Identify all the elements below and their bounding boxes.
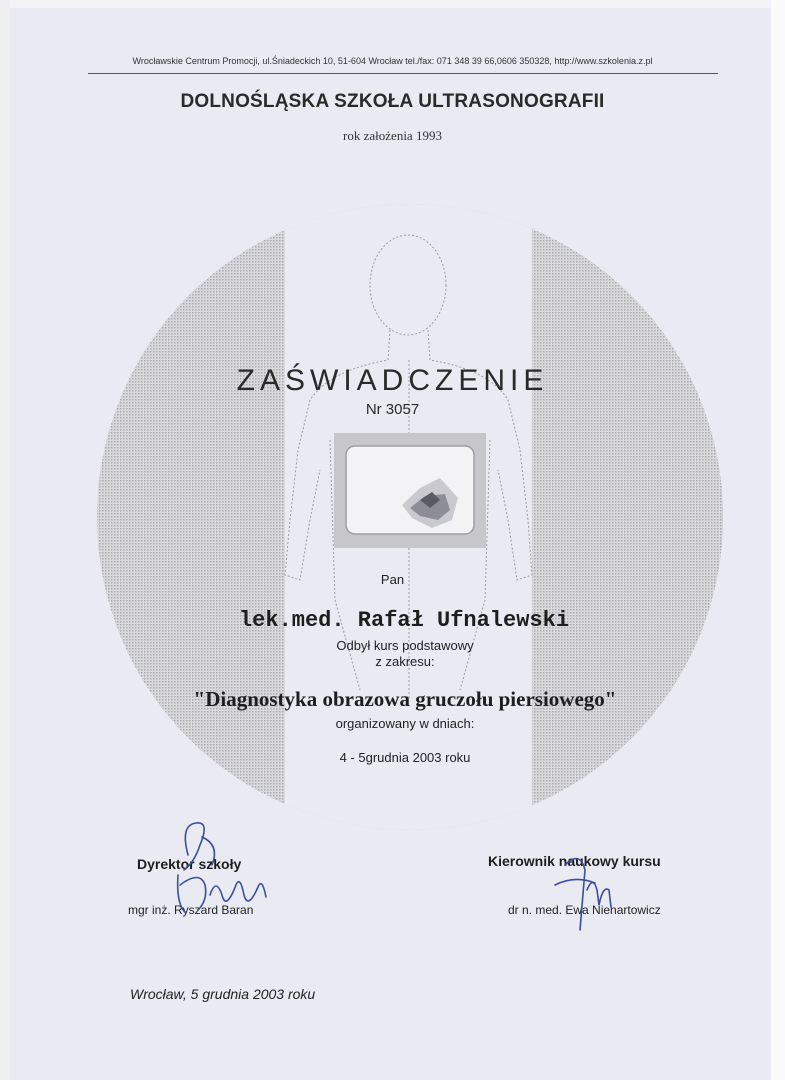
monitor-screen xyxy=(346,446,474,534)
school-name: DOLNOŚLĄSKA SZKOŁA ULTRASONOGRAFII xyxy=(180,91,605,112)
place-and-date: Wrocław, 5 grudnia 2003 roku xyxy=(130,986,316,1002)
certificate-title: ZAŚWIADCZENIE xyxy=(236,364,549,397)
founded-year: rok założenia 1993 xyxy=(343,128,442,143)
completed-text: Odbył kurs podstawowy xyxy=(336,638,474,653)
director-role: Dyrektor szkoły xyxy=(137,856,242,872)
director-name: mgr inż. Ryszard Baran xyxy=(128,903,254,917)
salutation: Pan xyxy=(380,572,405,587)
scope-text: z zakresu: xyxy=(375,654,435,669)
course-dates: 4 - 5grudnia 2003 roku xyxy=(339,750,471,765)
course-title: "Diagnostyka obrazowa gruczołu piersiowego" xyxy=(193,687,617,711)
scientific-lead-name: dr n. med. Ewa Nienartowicz xyxy=(508,903,661,917)
recipient-name: lek.med. Rafał Ufnalewski xyxy=(238,608,570,633)
scientific-lead-signature xyxy=(545,845,625,940)
emblem-right-band xyxy=(532,190,722,870)
director-signature xyxy=(150,815,290,930)
certificate-number: Nr 3057 xyxy=(365,401,420,418)
scientific-lead-role: Kierownik naukowy kursu xyxy=(488,853,661,869)
contact-line: Wrocławskie Centrum Promocji, ul.Śniadeckich 10, 51-604 Wrocław tel./fax: 071 348 39 66,0606 350328, http://www.szkolenia.z.pl xyxy=(132,56,653,66)
emblem-left-band xyxy=(97,190,285,870)
organized-text: organizowany w dniach: xyxy=(335,716,475,731)
